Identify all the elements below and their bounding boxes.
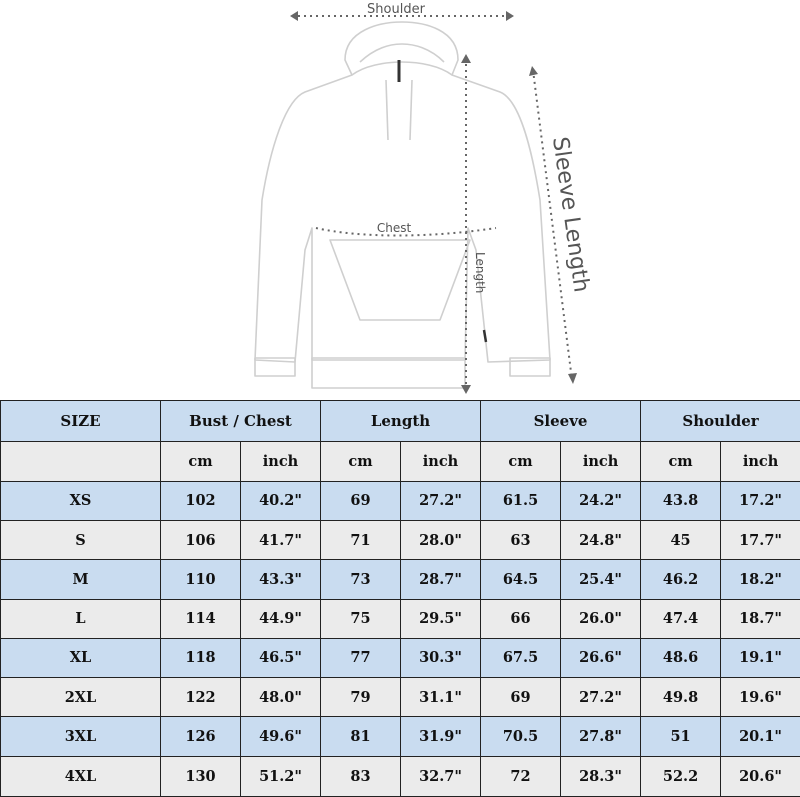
size-cell: XS xyxy=(1,481,161,520)
table-row xyxy=(1,756,800,796)
measurement-cell: 20.6" xyxy=(721,756,800,796)
measurement-cell: 31.9" xyxy=(401,717,481,756)
measurement-cell: 24.2" xyxy=(561,481,641,520)
measurement-cell: 64.5 xyxy=(481,560,561,599)
unit-cell: inch xyxy=(721,442,800,481)
table-row xyxy=(1,520,800,559)
measurement-cell: 24.8" xyxy=(561,520,641,559)
sleeve-length-label: Sleeve Length xyxy=(547,135,594,294)
measurement-cell: 48.6 xyxy=(641,638,721,677)
measurement-cell: 32.7" xyxy=(401,756,481,796)
measurement-cell: 79 xyxy=(321,678,401,717)
measurement-cell: 17.2" xyxy=(721,481,800,520)
size-cell: XL xyxy=(1,638,161,677)
measurement-cell: 70.5 xyxy=(481,717,561,756)
tag-mark xyxy=(484,330,486,342)
size-rows xyxy=(1,481,800,796)
header-sleeve: Sleeve xyxy=(481,401,641,442)
measurement-cell: 26.6" xyxy=(561,638,641,677)
measurement-cell: 102 xyxy=(161,481,241,520)
unit-cell: cm xyxy=(321,442,401,481)
measurement-cell: 81 xyxy=(321,717,401,756)
table-row xyxy=(1,638,800,677)
measurement-cell: 72 xyxy=(481,756,561,796)
unit-cell: cm xyxy=(161,442,241,481)
measurement-cell: 69 xyxy=(481,678,561,717)
measurement-cell: 44.9" xyxy=(241,599,321,638)
unit-cell: inch xyxy=(561,442,641,481)
size-cell: 3XL xyxy=(1,717,161,756)
measurement-cell: 28.3" xyxy=(561,756,641,796)
measurement-cell: 43.8 xyxy=(641,481,721,520)
measurement-lines xyxy=(292,16,572,390)
measurement-cell: 51 xyxy=(641,717,721,756)
size-cell: 2XL xyxy=(1,678,161,717)
table-row xyxy=(1,560,800,599)
measurement-cell: 114 xyxy=(161,599,241,638)
units-size-blank xyxy=(1,442,161,481)
measurement-cell: 52.2 xyxy=(641,756,721,796)
table-row xyxy=(1,599,800,638)
length-label: Length xyxy=(473,252,487,294)
measurement-cell: 122 xyxy=(161,678,241,717)
unit-cell: cm xyxy=(641,442,721,481)
size-cell: M xyxy=(1,560,161,599)
measurement-cell: 40.2" xyxy=(241,481,321,520)
header-length: Length xyxy=(321,401,481,442)
measurement-cell: 63 xyxy=(481,520,561,559)
header-bust-chest: Bust / Chest xyxy=(161,401,321,442)
measurement-cell: 27.8" xyxy=(561,717,641,756)
unit-cell: inch xyxy=(241,442,321,481)
shoulder-label: Shoulder xyxy=(367,2,425,17)
measurement-cell: 46.2 xyxy=(641,560,721,599)
chest-label: Chest xyxy=(376,221,412,235)
unit-cell: cm xyxy=(481,442,561,481)
measurement-cell: 30.3" xyxy=(401,638,481,677)
measurement-cell: 61.5 xyxy=(481,481,561,520)
measurement-cell: 45 xyxy=(641,520,721,559)
measurement-cell: 28.7" xyxy=(401,560,481,599)
table-row xyxy=(1,481,800,520)
size-cell: L xyxy=(1,599,161,638)
measurement-cell: 75 xyxy=(321,599,401,638)
measurement-cell: 73 xyxy=(321,560,401,599)
size-chart-table xyxy=(0,400,800,797)
measurement-cell: 106 xyxy=(161,520,241,559)
measurement-cell: 41.7" xyxy=(241,520,321,559)
measurement-cell: 27.2" xyxy=(561,678,641,717)
table-row xyxy=(1,678,800,717)
measurement-cell: 77 xyxy=(321,638,401,677)
measurement-cell: 17.7" xyxy=(721,520,800,559)
measurement-cell: 46.5" xyxy=(241,638,321,677)
measurement-cell: 49.6" xyxy=(241,717,321,756)
measurement-cell: 27.2" xyxy=(401,481,481,520)
measurement-cell: 71 xyxy=(321,520,401,559)
measurement-cell: 18.2" xyxy=(721,560,800,599)
measurement-arrows xyxy=(290,11,577,394)
measurement-cell: 43.3" xyxy=(241,560,321,599)
measurement-cell: 20.1" xyxy=(721,717,800,756)
measurement-cell: 118 xyxy=(161,638,241,677)
measurement-cell: 69 xyxy=(321,481,401,520)
measurement-cell: 19.1" xyxy=(721,638,800,677)
header-row xyxy=(1,401,800,442)
measurement-cell: 31.1" xyxy=(401,678,481,717)
measurement-cell: 49.8 xyxy=(641,678,721,717)
measurement-cell: 67.5 xyxy=(481,638,561,677)
measurement-cell: 29.5" xyxy=(401,599,481,638)
measurement-cell: 126 xyxy=(161,717,241,756)
size-cell: S xyxy=(1,520,161,559)
measurement-cell: 51.2" xyxy=(241,756,321,796)
measurement-cell: 130 xyxy=(161,756,241,796)
units-row xyxy=(1,442,800,481)
measurement-cell: 66 xyxy=(481,599,561,638)
measurement-cell: 48.0" xyxy=(241,678,321,717)
size-cell: 4XL xyxy=(1,756,161,796)
hoodie-outline xyxy=(255,22,550,388)
measurement-cell: 26.0" xyxy=(561,599,641,638)
measurement-cell: 19.6" xyxy=(721,678,800,717)
header-size: SIZE xyxy=(1,401,161,442)
unit-cell: inch xyxy=(401,442,481,481)
measurement-cell: 25.4" xyxy=(561,560,641,599)
table-row xyxy=(1,717,800,756)
measurement-cell: 18.7" xyxy=(721,599,800,638)
measurement-cell: 47.4 xyxy=(641,599,721,638)
measurement-cell: 28.0" xyxy=(401,520,481,559)
header-shoulder: Shoulder xyxy=(641,401,800,442)
measurement-cell: 110 xyxy=(161,560,241,599)
measurement-cell: 83 xyxy=(321,756,401,796)
